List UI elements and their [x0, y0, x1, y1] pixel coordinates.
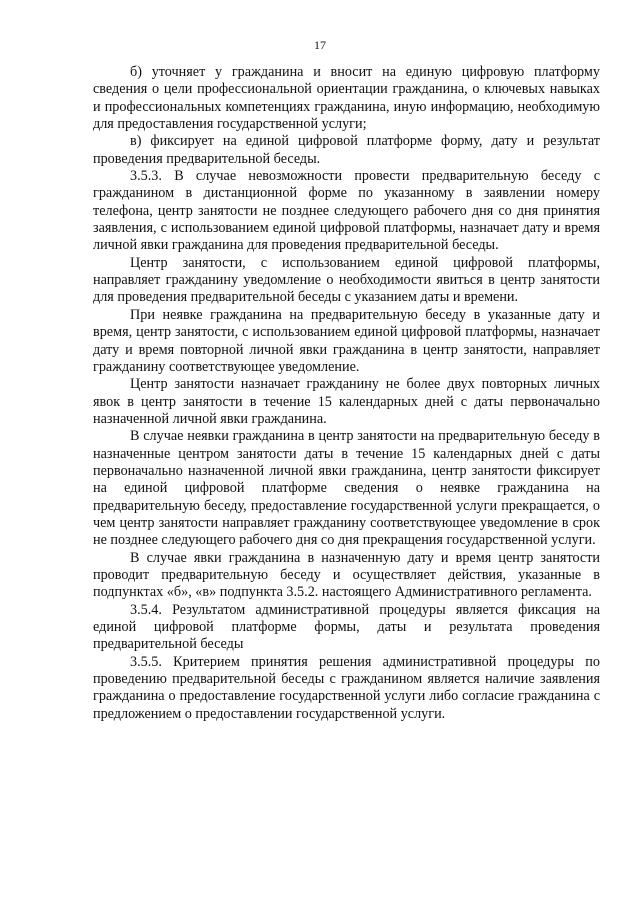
paragraph-termination: В случае неявки гражданина в центр занятости на предварительную беседу в назначенные центром занятости даты в течение 15 календарных дней с даты первоначально назначенной личной явки гражданина, центр занятости фиксирует на единой цифровой платформе сведения о неявке гражданина на предварительную беседу, предоставление государственной услуги прекращается, о чем центр занятости направляет гражданину соответствующее уведомление в срок не позднее следующего рабочего дня со дня прекращения государственной услуги.	[93, 428, 600, 549]
paragraph-notification: Центр занятости, с использованием единой цифровой платформы, направляет гражданину уведомление о необходимости явиться в центр занятости для проведения предварительной беседы с указанием даты и времени.	[93, 254, 600, 306]
paragraph-3-5-5: 3.5.5. Критерием принятия решения административной процедуры по проведению предварительной беседы с гражданином является наличие заявления гражданина о предоставление государственной услуги либо согласие гражданина с предложением о предоставлении государственной услуги.	[93, 653, 600, 722]
paragraph-b: б) уточняет у гражданина и вносит на единую цифровую платформу сведения о цели профессиональной ориентации гражданина, о ключевых навыках и профессиональных компетенциях гражданина, иную информацию, необходимую для предоставления государственной услуги;	[93, 64, 600, 133]
paragraph-3-5-3: 3.5.3. В случае невозможности провести предварительную беседу с гражданином в дистанционной форме по указанному в заявлении номеру телефона, центр занятости не позднее следующего рабочего дня со дня принятия заявления, с использованием единой цифровой платформы, назначает дату и время личной явки гражданина для проведения предварительной беседы.	[93, 168, 600, 254]
paragraph-no-show: При неявке гражданина на предварительную беседу в указанные дату и время, центр занятости, с использованием единой цифровой платформы, назначает дату и время повторной личной явки гражданина в центр занятости, направляет гражданину соответствующее уведомление.	[93, 306, 600, 375]
paragraph-v: в) фиксирует на единой цифровой платформе форму, дату и результат проведения предварительной беседы.	[93, 133, 600, 167]
paragraph-repeat-visits: Центр занятости назначает гражданину не более двух повторных личных явок в центр занятости в течение 15 календарных дней с даты первоначально назначенной личной явки гражданина.	[93, 376, 600, 427]
document-body	[93, 64, 600, 723]
page-number: 17	[314, 38, 326, 52]
paragraph-3-5-4: 3.5.4. Результатом административной процедуры является фиксация на единой цифровой платформе формы, даты и результата проведения предварительной беседы	[93, 601, 600, 653]
paragraph-attendance: В случае явки гражданина в назначенную дату и время центр занятости проводит предварительную беседу и осуществляет действия, указанные в подпунктах «б», «в» подпункта 3.5.2. настоящего Административного регламента.	[93, 549, 600, 601]
